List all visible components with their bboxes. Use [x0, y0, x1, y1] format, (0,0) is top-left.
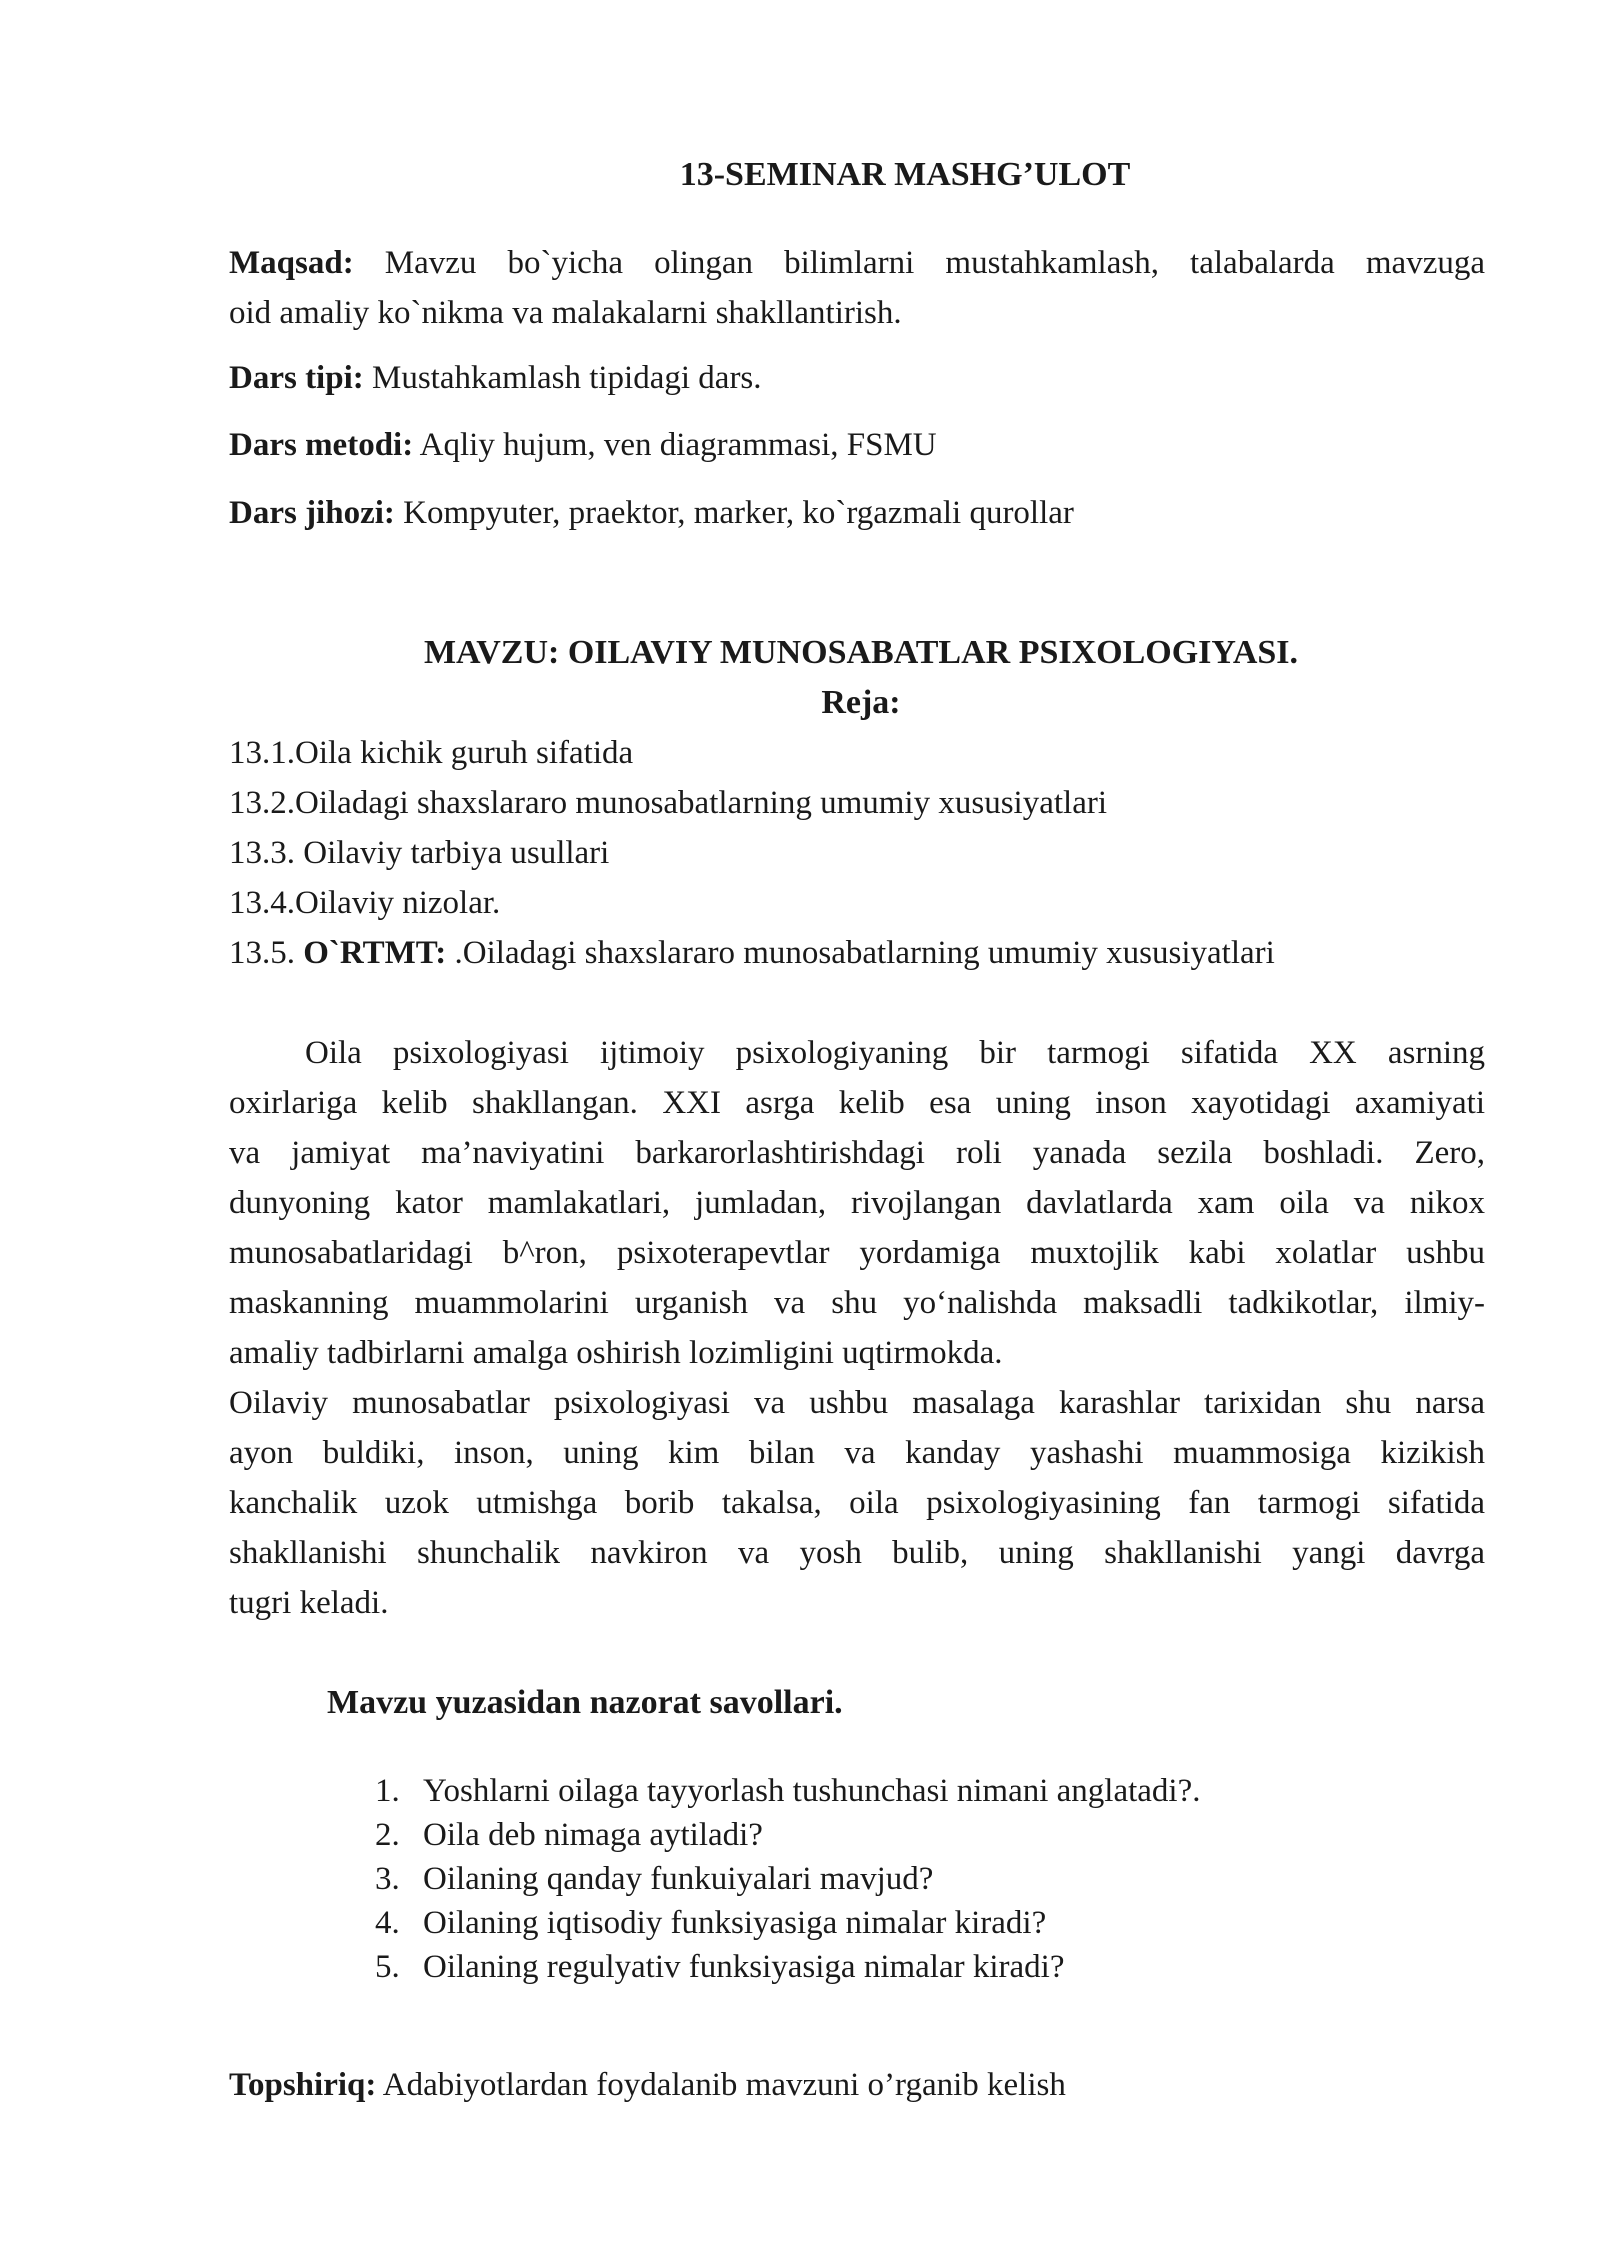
question-item	[375, 1942, 1065, 1992]
plan-item-2: 13.2.Oiladagi shaxslararo munosabatlarning umumiy xususiyatlari	[229, 785, 1107, 821]
dars-tipi-line	[229, 353, 762, 403]
question-number: 3.	[375, 1861, 400, 1897]
paragraph-2	[229, 1378, 1485, 1628]
question-text: Oilaning qanday funkuiyalari mavjud?	[423, 1861, 934, 1897]
question-item	[375, 1810, 763, 1860]
paragraph-2-line: ayon buldiki, inson, uning kim bilan va kanday yashashi muammosiga kizikish	[229, 1435, 1485, 1471]
question-number: 1.	[375, 1773, 400, 1809]
seminar-title: 13-SEMINAR MASHG’ULOT	[679, 156, 1131, 193]
paragraph-1-line: munosabatlaridagi b^ron, psixoterapevtlar yordamiga muxtojlik kabi xolatlar ushbu	[229, 1235, 1485, 1271]
question-text: Oilaning iqtisodiy funksiyasiga nimalar kiradi?	[423, 1905, 1047, 1941]
paragraph-1-line: va jamiyat ma’naviyatini barkarorlashtirishdagi roli yanada sezila boshladi. Zero,	[229, 1135, 1485, 1171]
paragraph-1-line: dunyoning kator mamlakatlari, jumladan, rivojlangan davlatlarda xam oila va nikox	[229, 1185, 1485, 1221]
question-item	[375, 1766, 1201, 1816]
dars-metodi-line	[229, 420, 937, 470]
paragraph-2-line: kanchalik uzok utmishga borib takalsa, oila psixologiyasining fan tarmogi sifatida	[229, 1485, 1485, 1521]
paragraph-1-line: Oila psixologiyasi ijtimoiy psixologiyaning bir tarmogi sifatida XX asrning	[305, 1035, 1485, 1071]
plan-title: Reja:	[821, 684, 901, 721]
maqsad-label: Maqsad:	[229, 245, 354, 281]
plan-item-5-rest: .Oiladagi shaxslararo munosabatlarning umumiy xususiyatlari	[446, 935, 1275, 971]
dars-tipi-value: Mustahkamlash tipidagi dars.	[363, 360, 762, 396]
maqsad-text-2: oid amaliy ko`nikma va malakalarni shakllantirish.	[229, 295, 902, 331]
dars-jihozi-line	[229, 488, 1074, 538]
plan-item-5-bold: O`RTMT:	[303, 935, 447, 971]
plan-item-5	[229, 928, 1275, 978]
question-number: 5.	[375, 1949, 400, 1985]
dars-jihozi-label: Dars jihozi:	[229, 495, 395, 531]
maqsad-text-1: Mavzu bo`yicha olingan bilimlarni mustahkamlash, talabalarda mavzuga	[353, 245, 1485, 281]
questions-title: Mavzu yuzasidan nazorat savollari.	[327, 1684, 843, 1721]
topshiriq-line	[229, 2060, 1066, 2110]
topshiriq-label: Topshiriq:	[229, 2067, 377, 2103]
dars-metodi-value: Aqliy hujum, ven diagrammasi, FSMU	[413, 427, 937, 463]
plan-item-5-prefix: 13.5.	[229, 935, 304, 971]
paragraph-2-line: shakllanishi shunchalik navkiron va yosh bulib, uning shakllanishi yangi davrga	[229, 1535, 1485, 1571]
plan-item-4: 13.4.Oilaviy nizolar.	[229, 885, 501, 921]
question-text: Oila deb nimaga aytiladi?	[423, 1817, 763, 1853]
topic-title: MAVZU: OILAVIY MUNOSABATLAR PSIXOLOGIYASI.	[423, 634, 1299, 671]
paragraph-1-line: oxirlariga kelib shakllangan. XXI asrga kelib esa uning inson xayotidagi axamiyati	[229, 1085, 1485, 1121]
maqsad-section	[229, 238, 1485, 338]
paragraph-1	[229, 1028, 1485, 1378]
question-text: Oilaning regulyativ funksiyasiga nimalar kiradi?	[423, 1949, 1065, 1985]
question-item	[375, 1854, 933, 1904]
question-item	[375, 1898, 1046, 1948]
question-text: Yoshlarni oilaga tayyorlash tushunchasi nimani anglatadi?.	[423, 1773, 1201, 1809]
paragraph-1-line: amaliy tadbirlarni amalga oshirish lozimligini uqtirmokda.	[229, 1335, 1003, 1371]
paragraph-2-line: Oilaviy munosabatlar psixologiyasi va ushbu masalaga karashlar tarixidan shu narsa	[229, 1385, 1485, 1421]
plan-item-3: 13.3. Oilaviy tarbiya usullari	[229, 835, 610, 871]
topshiriq-value: Adabiyotlardan foydalanib mavzuni o’rganib kelish	[376, 2067, 1066, 2103]
dars-tipi-label: Dars tipi:	[229, 360, 364, 396]
question-number: 4.	[375, 1905, 400, 1941]
paragraph-1-line: maskanning muammolarini urganish va shu yo‘nalishda maksadli tadkikotlar, ilmiy-	[229, 1285, 1485, 1321]
dars-metodi-label: Dars metodi:	[229, 427, 414, 463]
plan-item-1: 13.1.Oila kichik guruh sifatida	[229, 735, 634, 771]
question-number: 2.	[375, 1817, 400, 1853]
paragraph-2-line: tugri keladi.	[229, 1585, 389, 1621]
dars-jihozi-value: Kompyuter, praektor, marker, ko`rgazmali qurollar	[394, 495, 1074, 531]
